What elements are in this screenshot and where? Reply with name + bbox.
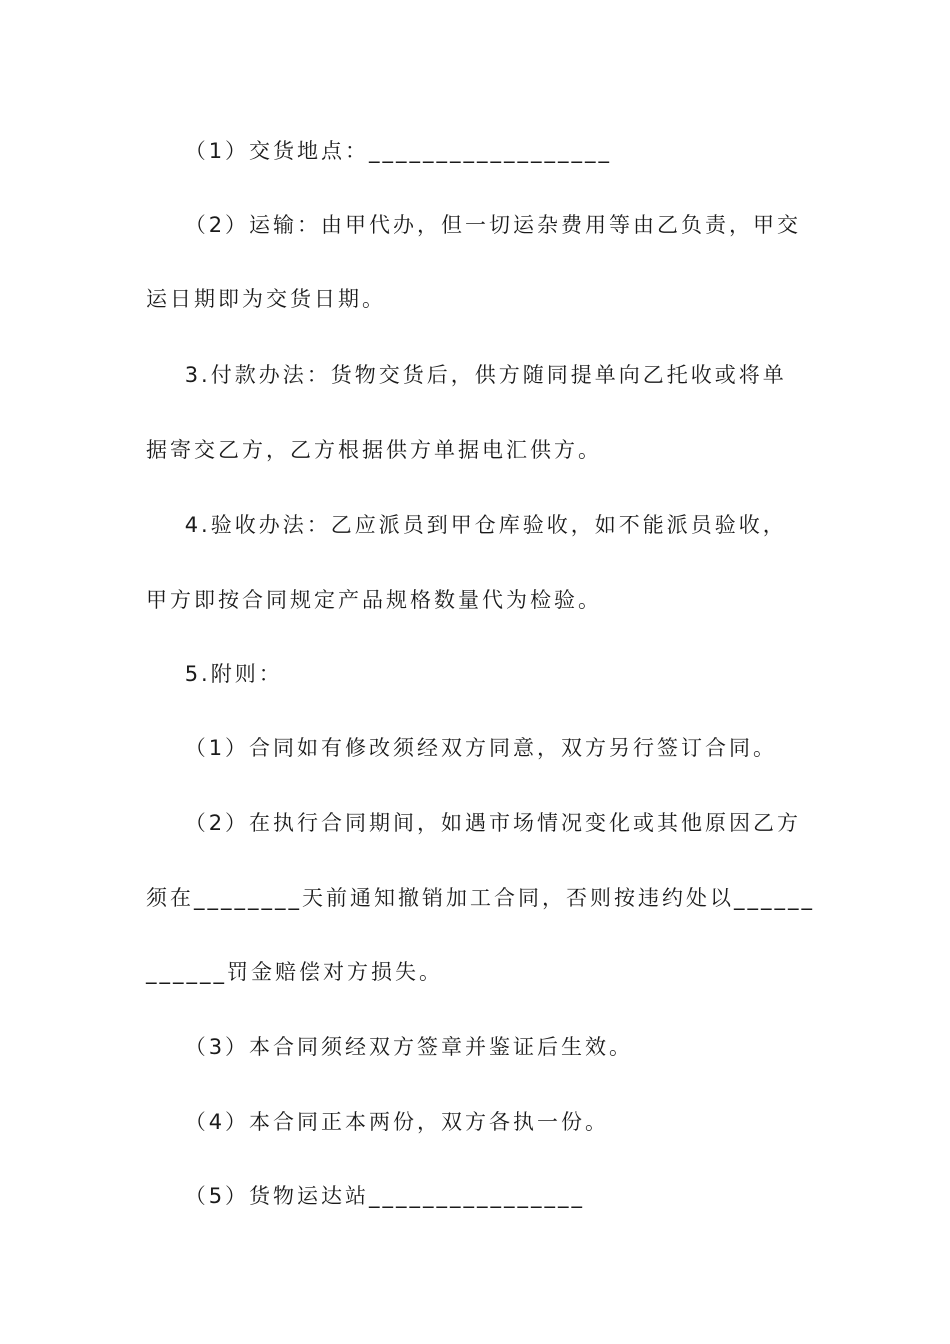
clause-inspection-cont: 甲方即按合同规定产品规格数量代为检验。 [146, 588, 602, 612]
clause-payment: 3.付款办法：货物交货后，供方随同提单向乙托收或将单 [146, 363, 787, 387]
clause-cancellation-cont: 须在________天前通知撤销加工合同，否则按违约处以______ [146, 886, 815, 910]
clause-amendment: （1）合同如有修改须经双方同意，双方另行签订合同。 [146, 736, 778, 760]
clause-effective: （3）本合同须经双方签章并鉴证后生效。 [146, 1035, 634, 1059]
section-supplementary-heading: 5.附则： [146, 662, 283, 686]
clause-payment-cont: 据寄交乙方，乙方根据供方单据电汇供方。 [146, 438, 602, 462]
clause-transport-cont: 运日期即为交货日期。 [146, 287, 386, 311]
clause-cancellation-cont2: ______罚金赔偿对方损失。 [146, 960, 443, 984]
clause-destination-station: （5）货物运达站________________ [146, 1184, 586, 1208]
clause-copies: （4）本合同正本两份，双方各执一份。 [146, 1110, 610, 1134]
clause-inspection: 4.验收办法：乙应派员到甲仓库验收，如不能派员验收， [146, 513, 787, 537]
clause-cancellation: （2）在执行合同期间，如遇市场情况变化或其他原因乙方 [146, 811, 802, 835]
clause-delivery-location: （1）交货地点：__________________ [146, 139, 613, 163]
clause-transport: （2）运输：由甲代办，但一切运杂费用等由乙负责，甲交 [146, 213, 802, 237]
